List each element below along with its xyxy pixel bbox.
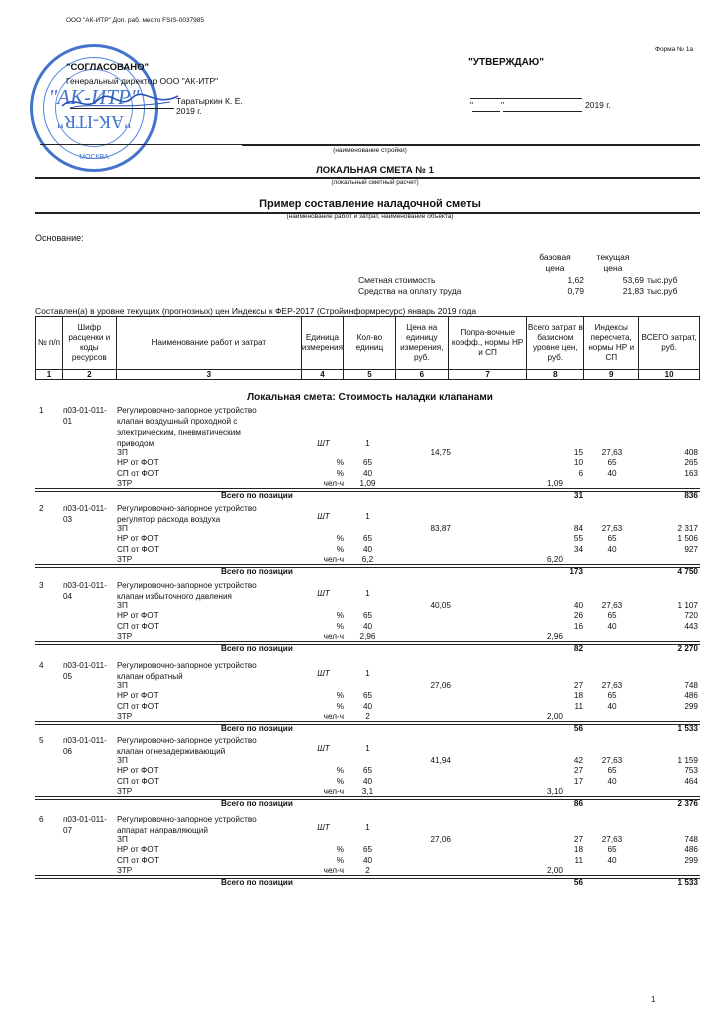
column-number: 4 — [301, 370, 343, 380]
sp-row: СП от ФОТ % 40 34 40 927 — [117, 545, 698, 554]
total-label: Всего по позиции — [221, 799, 293, 808]
item-name-line: регулятор расхода воздуха — [117, 515, 221, 524]
item-code-suffix: 06 — [63, 747, 73, 756]
agreed-date: 2019 г. — [176, 106, 202, 116]
total-label: Всего по позиции — [221, 491, 293, 500]
sp-row: СП от ФОТ % 40 17 40 464 — [117, 777, 698, 786]
object-title: Пример составление наладочной сметы — [259, 198, 481, 210]
column-number: 8 — [527, 370, 584, 380]
item-unit: ШТ — [317, 439, 330, 448]
item-unit: ШТ — [317, 669, 330, 678]
column-number: 9 — [584, 370, 639, 380]
header-qty: Кол-во единиц — [344, 317, 396, 370]
ztr-row: ЗТР чел-ч 6,2 6,20 — [117, 555, 563, 564]
zp-row: ЗП 27,06 27 27,63 748 — [117, 835, 698, 844]
item-code: п03-01-011- — [63, 504, 107, 513]
item-code: п03-01-011- — [63, 406, 107, 415]
item-name-continuation — [35, 427, 700, 438]
stamp-mirror-text: "АК-ITR" — [56, 112, 132, 132]
item-code-suffix: 03 — [63, 515, 73, 524]
item-code: п03-01-011- — [63, 815, 107, 824]
total-base: 31 — [573, 491, 583, 500]
item-total-row — [35, 877, 700, 888]
item-code-suffix: 04 — [63, 592, 73, 601]
summary-header-base: базовая цена — [539, 252, 571, 273]
item-qty: 1 — [365, 823, 370, 832]
zp-row: ЗП 27,06 27 27,63 748 — [117, 681, 698, 690]
total-grand: 836 — [684, 491, 698, 500]
zp-row: ЗП 40,05 40 27,63 1 107 — [117, 601, 698, 610]
item-number: 6 — [39, 815, 44, 824]
header-index: Индексы пересчета, нормы НР и СП — [584, 317, 639, 370]
org-line: ООО "АК-ИТР" Доп. раб. место FSIS-0037985 — [66, 17, 205, 24]
item-number: 3 — [39, 581, 44, 590]
item-qty: 1 — [365, 512, 370, 521]
ztr-row: ЗТР чел-ч 2 2,00 — [117, 866, 563, 875]
item-code-suffix: 05 — [63, 672, 73, 681]
compiled-note: Составлен(а) в уровне текущих (прогнозных) цен Индексы к ФЕР-2017 (Стройинформресурс) январь 2019 года — [35, 306, 477, 316]
sp-row: СП от ФОТ % 40 16 40 443 — [117, 622, 698, 631]
summary-current-cost: 53,69 — [622, 275, 644, 285]
total-grand: 4 750 — [677, 567, 698, 576]
stamp-city: МОСКВА — [79, 154, 109, 161]
column-number: 7 — [448, 370, 527, 380]
header-code: Шифр расценки и коды ресурсов — [62, 317, 116, 370]
stamp-main-text: "АК-ИТР" — [48, 85, 140, 109]
item-number: 2 — [39, 504, 44, 513]
column-number: 2 — [62, 370, 116, 380]
zp-row: ЗП 41,94 42 27,63 1 159 — [117, 756, 698, 765]
item-name-line: Регулировочно-запорное устройство — [117, 815, 257, 824]
zp-row: ЗП 14,75 15 27,63 408 — [117, 448, 698, 457]
item-unit-row — [35, 588, 700, 599]
item-number: 4 — [39, 661, 44, 670]
header-name: Наименование работ и затрат — [116, 317, 301, 370]
total-base: 56 — [573, 724, 583, 733]
summary-unit-cost: тыс.руб — [647, 275, 678, 285]
item-total-row — [35, 566, 700, 577]
summary-label-labor: Средства на оплату труда — [358, 286, 462, 296]
item-name-continuation — [35, 416, 700, 427]
total-label: Всего по позиции — [221, 724, 293, 733]
agreed-position: Генеральный директор ООО "АК-ИТР" — [66, 76, 219, 86]
item-unit-row — [35, 822, 700, 833]
total-base: 173 — [569, 567, 583, 576]
total-grand: 2 376 — [677, 799, 698, 808]
agreed-title: "СОГЛАСОВАНО" — [66, 62, 149, 73]
item-name-line: Регулировочно-запорное устройство — [117, 736, 257, 745]
total-base: 86 — [573, 799, 583, 808]
basis-label: Основание: — [35, 233, 84, 243]
item-total-row — [35, 798, 700, 809]
total-label: Всего по позиции — [221, 878, 293, 887]
column-number: 6 — [395, 370, 448, 380]
item-qty: 1 — [365, 589, 370, 598]
column-number: 1 — [36, 370, 63, 380]
item-name-line: аппарат направляющий — [117, 826, 208, 835]
item-name-line: Регулировочно-запорное устройство — [117, 504, 257, 513]
estimate-table-header — [35, 316, 700, 380]
approved-year: 2019 г. — [585, 100, 611, 110]
item-name-line: Регулировочно-запорное устройство — [117, 581, 257, 590]
summary-label-cost: Сметная стоимость — [358, 275, 436, 285]
summary-unit-labor: тыс.руб — [647, 286, 678, 296]
item-qty: 1 — [365, 744, 370, 753]
total-base: 56 — [573, 878, 583, 887]
signature-icon — [60, 92, 180, 114]
item-number: 1 — [39, 406, 44, 415]
item-total-row — [35, 643, 700, 654]
item-code-suffix: 01 — [63, 417, 73, 426]
estimate-title: ЛОКАЛЬНАЯ СМЕТА № 1 — [316, 165, 434, 176]
header-unit-price: Цена на единицу измерения, руб. — [395, 317, 448, 370]
column-number: 5 — [344, 370, 396, 380]
ztr-row: ЗТР чел-ч 3,1 3,10 — [117, 787, 563, 796]
ztr-row: ЗТР чел-ч 2,96 2,96 — [117, 632, 563, 641]
header-grand-total: ВСЕГО затрат, руб. — [639, 317, 700, 370]
item-name-line: электрическим, пневматическим — [117, 428, 241, 437]
item-name-line: приводом — [117, 439, 155, 448]
page-number: 1 — [651, 995, 656, 1004]
nr-row: НР от ФОТ % 65 27 65 753 — [117, 766, 698, 775]
total-base: 82 — [573, 644, 583, 653]
nr-row: НР от ФОТ % 65 55 65 1 506 — [117, 534, 698, 543]
sp-row: СП от ФОТ % 40 11 40 299 — [117, 702, 698, 711]
zp-row: ЗП 83,87 84 27,63 2 317 — [117, 524, 698, 533]
item-unit-row — [35, 668, 700, 679]
nr-row: НР от ФОТ % 65 26 65 720 — [117, 611, 698, 620]
approved-date-open-quote: " — [470, 100, 474, 110]
sp-row: СП от ФОТ % 40 6 40 163 — [117, 469, 698, 478]
item-code: п03-01-011- — [63, 661, 107, 670]
item-number: 5 — [39, 736, 44, 745]
nr-row: НР от ФОТ % 65 18 65 486 — [117, 691, 698, 700]
item-name-line: клапан обратный — [117, 672, 183, 681]
section-title: Локальная смета: Стоимость наладки клапанами — [247, 392, 493, 403]
item-total-row — [35, 490, 700, 501]
ztr-row: ЗТР чел-ч 2 2,00 — [117, 712, 563, 721]
item-unit: ШТ — [317, 512, 330, 521]
item-unit-row — [35, 743, 700, 754]
agreed-name: Таратыркин К. Е. — [176, 96, 243, 106]
item-name-line: клапан воздушный проходной с — [117, 417, 238, 426]
item-unit: ШТ — [317, 589, 330, 598]
item-code: п03-01-011- — [63, 581, 107, 590]
summary-base-cost: 1,62 — [567, 275, 584, 285]
item-unit-row — [35, 511, 700, 522]
item-code: п03-01-011- — [63, 736, 107, 745]
total-label: Всего по позиции — [221, 567, 293, 576]
approved-title: "УТВЕРЖДАЮ" — [468, 57, 544, 68]
item-row-1 — [35, 405, 700, 416]
nr-row: НР от ФОТ % 65 18 65 486 — [117, 845, 698, 854]
estimate-caption: (локальный сметный расчет) — [331, 179, 419, 186]
nr-row: НР от ФОТ % 65 10 65 265 — [117, 458, 698, 467]
header-coeff: Попра-вочные коэфф., нормы НР и СП — [448, 317, 527, 370]
total-grand: 1 533 — [677, 878, 698, 887]
construction-caption: (наименование стройки) — [333, 147, 407, 154]
object-caption: (наименование работ и затрат, наименование объекта) — [286, 213, 454, 220]
total-grand: 1 533 — [677, 724, 698, 733]
item-total-row — [35, 723, 700, 734]
column-number: 3 — [116, 370, 301, 380]
summary-current-labor: 21,83 — [622, 286, 644, 296]
header-num: № п/п — [36, 317, 63, 370]
item-name-line: клапан огнезадерживающий — [117, 747, 226, 756]
item-unit: ШТ — [317, 744, 330, 753]
sp-row: СП от ФОТ % 40 11 40 299 — [117, 856, 698, 865]
item-name-line: Регулировочно-запорное устройство — [117, 406, 257, 415]
total-label: Всего по позиции — [221, 644, 293, 653]
item-code-suffix: 07 — [63, 826, 73, 835]
form-number: Форма № 1а — [655, 46, 694, 53]
column-number: 10 — [639, 370, 700, 380]
header-base-total: Всего затрат в базисном уровне цен, руб. — [527, 317, 584, 370]
summary-header-current: текущая цена — [596, 252, 630, 273]
ztr-row: ЗТР чел-ч 1,09 1,09 — [117, 479, 563, 488]
total-grand: 2 270 — [677, 644, 698, 653]
item-unit: ШТ — [317, 823, 330, 832]
item-qty: 1 — [365, 669, 370, 678]
item-name-line: Регулировочно-запорное устройство — [117, 661, 257, 670]
item-qty: 1 — [365, 439, 370, 448]
summary-base-labor: 0,79 — [567, 286, 584, 296]
item-name-line: клапан избыточного давления — [117, 592, 232, 601]
header-unit: Единица измерения — [301, 317, 343, 370]
approved-date-close-quote: " — [501, 100, 505, 110]
